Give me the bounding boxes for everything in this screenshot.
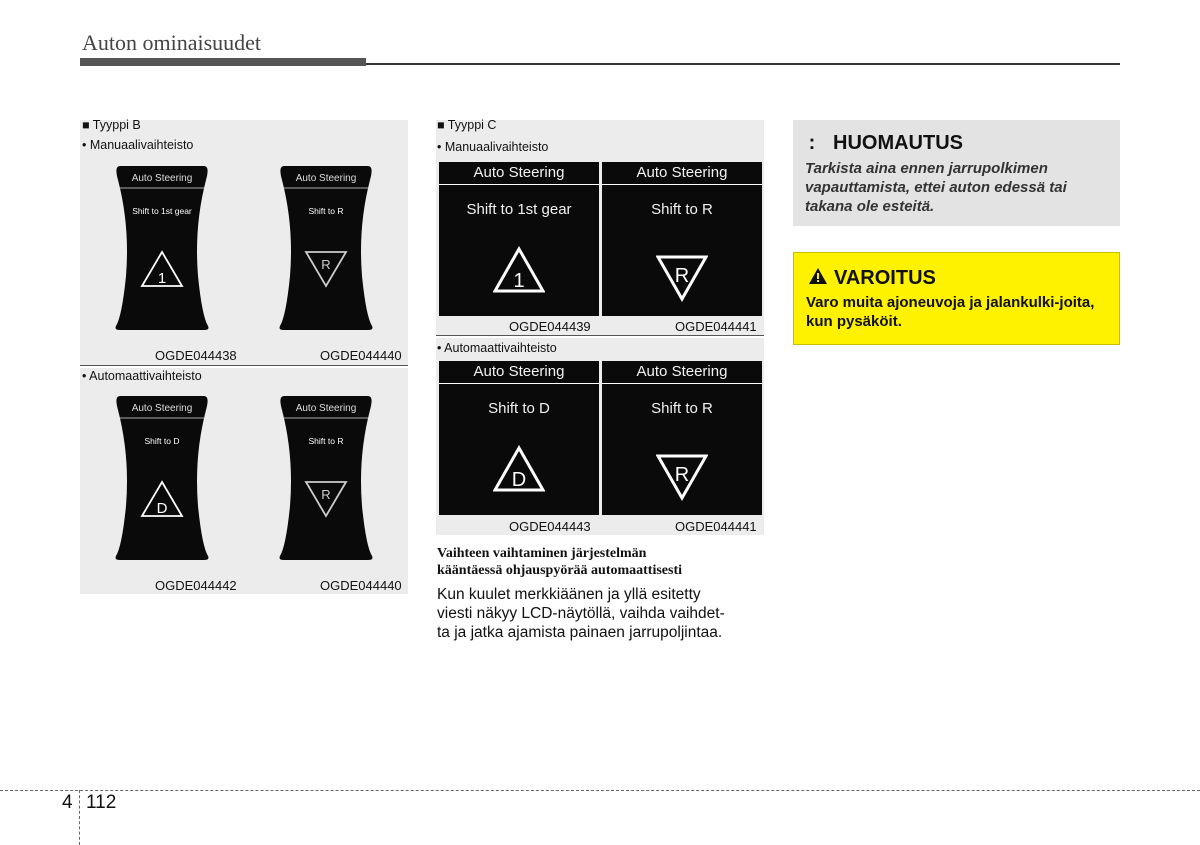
lcd-display [278,396,374,560]
type-c-heading: ■ Tyyppi C [437,118,497,132]
notice-box [793,120,1120,226]
lcd-display [278,166,374,330]
display-message: Shift to R [651,400,713,417]
display-title: Auto Steering [131,173,193,184]
footer-vertical-rule [79,790,80,845]
image-caption: OGDE044440 [320,578,402,593]
section-heading-line: Vaihteen vaihtaminen järjestelmän [437,546,647,561]
type-b-display [278,396,374,560]
header-rule [366,63,1120,65]
type-c-display [602,361,762,515]
display-title: Auto Steering [602,162,762,185]
reverse-triangle-icon [656,453,708,501]
header-bar [80,58,366,66]
type-c-auto-label: • Automaattivaihteisto [437,341,557,355]
warning-triangle-icon [808,267,828,285]
display-title: Auto Steering [295,173,357,184]
type-b-heading: ■ Tyyppi B [82,118,141,132]
type-c-manual-label: • Manuaalivaihteisto [437,140,549,154]
lcd-display [114,166,210,330]
gear-triangle-icon [493,445,545,493]
display-message: Shift to 1st gear [132,206,192,216]
gear-symbol: D [156,500,168,517]
image-caption: OGDE044440 [320,348,402,363]
image-caption: OGDE044438 [155,348,237,363]
type-b-divider [80,365,408,366]
type-c-display [602,162,762,316]
notice-heading [805,132,963,155]
display-title: Auto Steering [602,361,762,384]
display-message: Shift to D [488,400,550,417]
display-message: Shift to D [144,436,180,446]
display-message: Shift to R [651,201,713,218]
image-caption: OGDE044443 [509,519,591,534]
image-caption: OGDE044442 [155,578,237,593]
type-c-display [439,361,599,515]
display-title: Auto Steering [439,361,599,384]
image-caption: OGDE044441 [675,319,757,334]
type-b-display [114,166,210,330]
type-b-manual-label: • Manuaalivaihteisto [82,138,194,152]
type-c-display [439,162,599,316]
display-title: Auto Steering [439,162,599,185]
lcd-display [114,396,210,560]
body-line: Kun kuulet merkkiäänen ja yllä esitetty [437,586,701,603]
notice-text: Tarkista aina ennen jarrupolkimen vapauttamista, ettei auton edessä tai takana ole esteitä. [805,160,1067,215]
reverse-triangle-icon [656,254,708,302]
body-line: viesti näkyy LCD-näytöllä, vaihda vaihdet- [437,605,725,622]
section-body [437,585,767,642]
warning-text: Varo muita ajoneuvoja ja jalankulki-joita, kun pysäköit. [806,294,1095,330]
image-caption: OGDE044439 [509,319,591,334]
display-title: Auto Steering [131,403,193,414]
chapter-number: 4 [62,792,73,813]
exclamation-icon: : [808,132,816,154]
display-message: Shift to 1st gear [466,201,572,218]
warning-heading [808,267,936,290]
page-number: 112 [86,792,117,813]
type-b-auto-label: • Automaattivaihteisto [82,369,202,383]
display-message: Shift to R [308,436,344,446]
type-b-display [278,166,374,330]
page-header-title: Auton ominaisuudet [82,30,262,55]
notice-title: HUOMAUTUS [833,132,963,154]
image-caption: OGDE044441 [675,519,757,534]
body-line: ta ja jatka ajamista painaen jarrupoljintaa. [437,624,723,641]
type-b-display [114,396,210,560]
gear-symbol: R [321,487,331,502]
warning-title: VAROITUS [834,267,936,289]
gear-symbol: 1 [157,270,167,287]
footer-rule [0,790,1200,791]
gear-symbol: R [321,257,331,272]
gear-symbol: R [674,265,690,287]
section-heading-line: kääntäessä ohjauspyörää automaattisesti [437,563,683,578]
gear-symbol: 1 [513,270,525,292]
display-title: Auto Steering [295,403,357,414]
gear-triangle-icon [493,246,545,294]
gear-symbol: R [674,464,690,486]
display-message: Shift to R [308,206,344,216]
type-c-divider [436,335,764,336]
gear-symbol: D [511,469,527,491]
section-heading [437,545,767,579]
warning-box [793,252,1120,345]
